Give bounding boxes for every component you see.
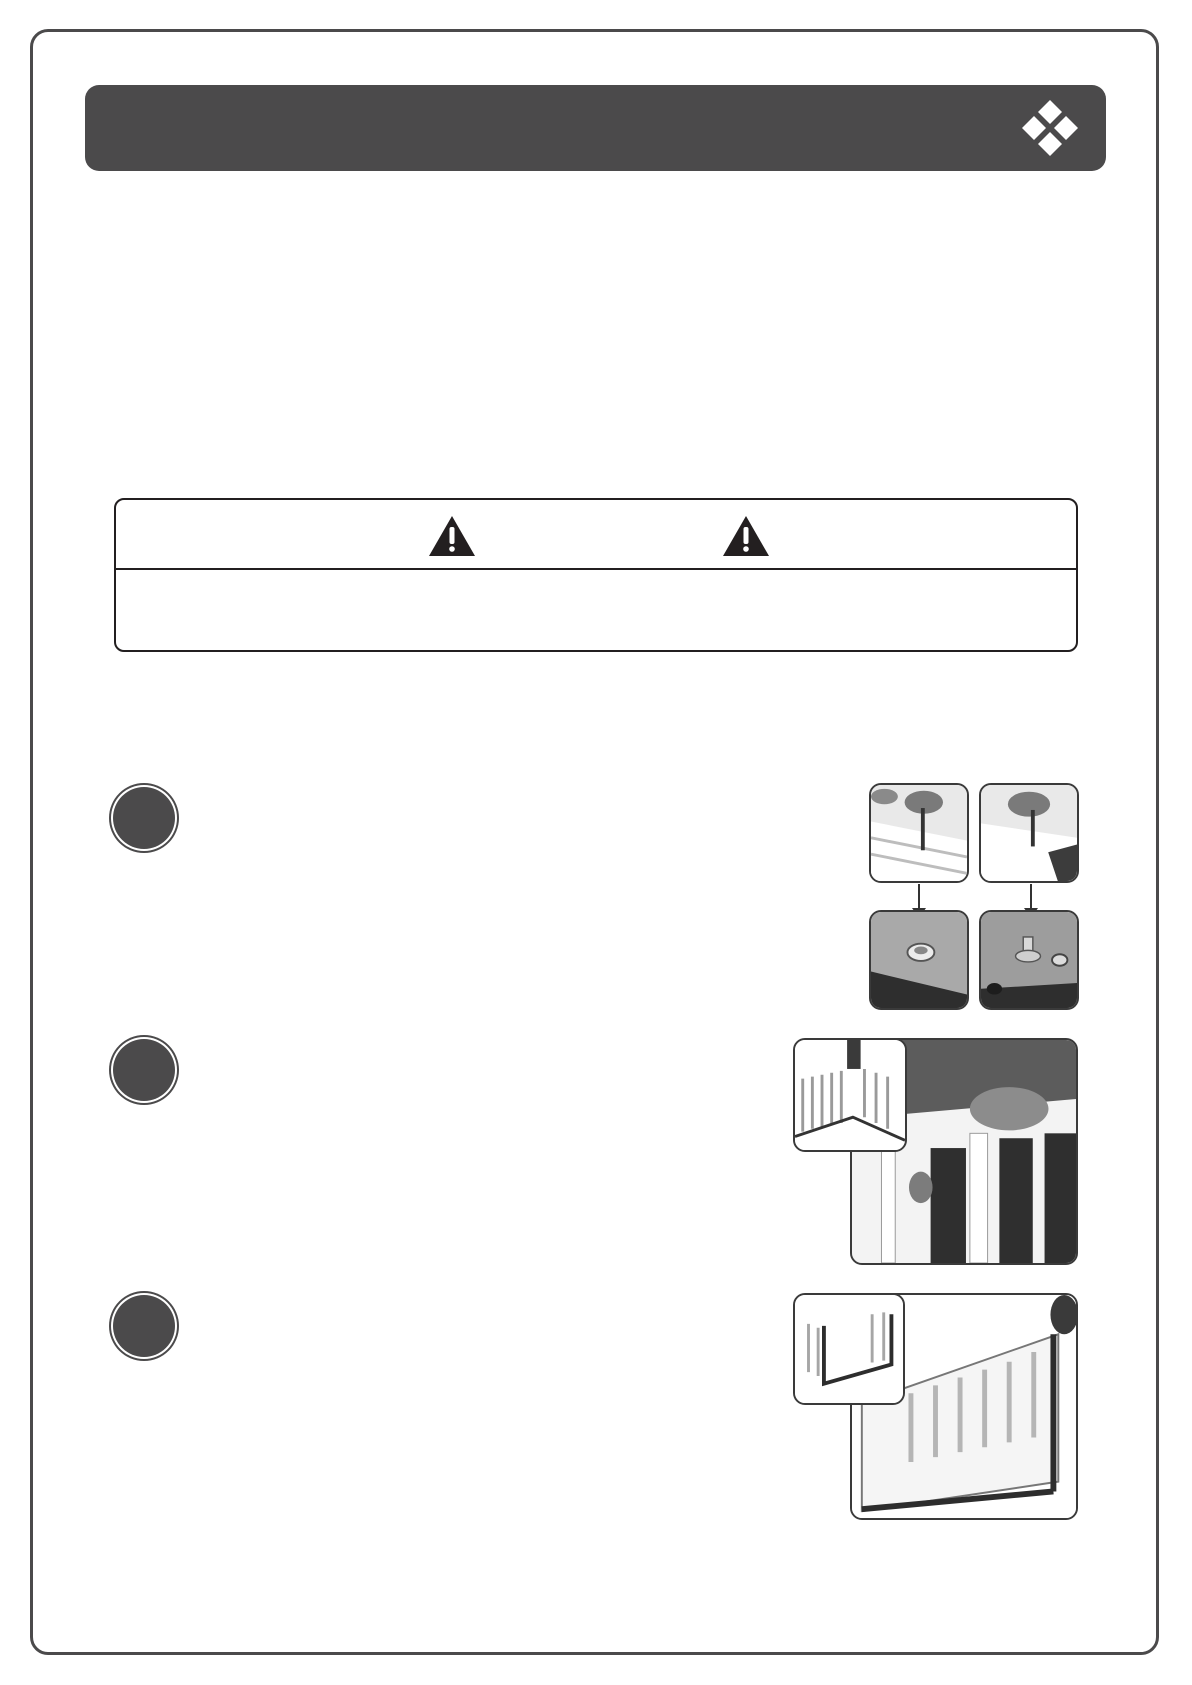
step-badge — [113, 1039, 175, 1101]
brand-diamond-logo-icon — [1020, 98, 1080, 158]
step-badge — [113, 1295, 175, 1357]
screwdriver-rail-photo — [979, 783, 1079, 883]
bolt-closeup-photo — [869, 910, 969, 1010]
corner-inset-photo — [793, 1038, 907, 1152]
warning-box — [114, 498, 1078, 652]
header-bar — [85, 85, 1106, 171]
step-badge — [113, 787, 175, 849]
warning-header — [116, 500, 1076, 570]
bolt-closeup-photo — [979, 910, 1079, 1010]
screwdriver-rail-photo — [869, 783, 969, 883]
warning-triangle-icon — [428, 515, 476, 557]
warning-triangle-icon — [722, 515, 770, 557]
frame-inset-photo — [793, 1293, 905, 1405]
